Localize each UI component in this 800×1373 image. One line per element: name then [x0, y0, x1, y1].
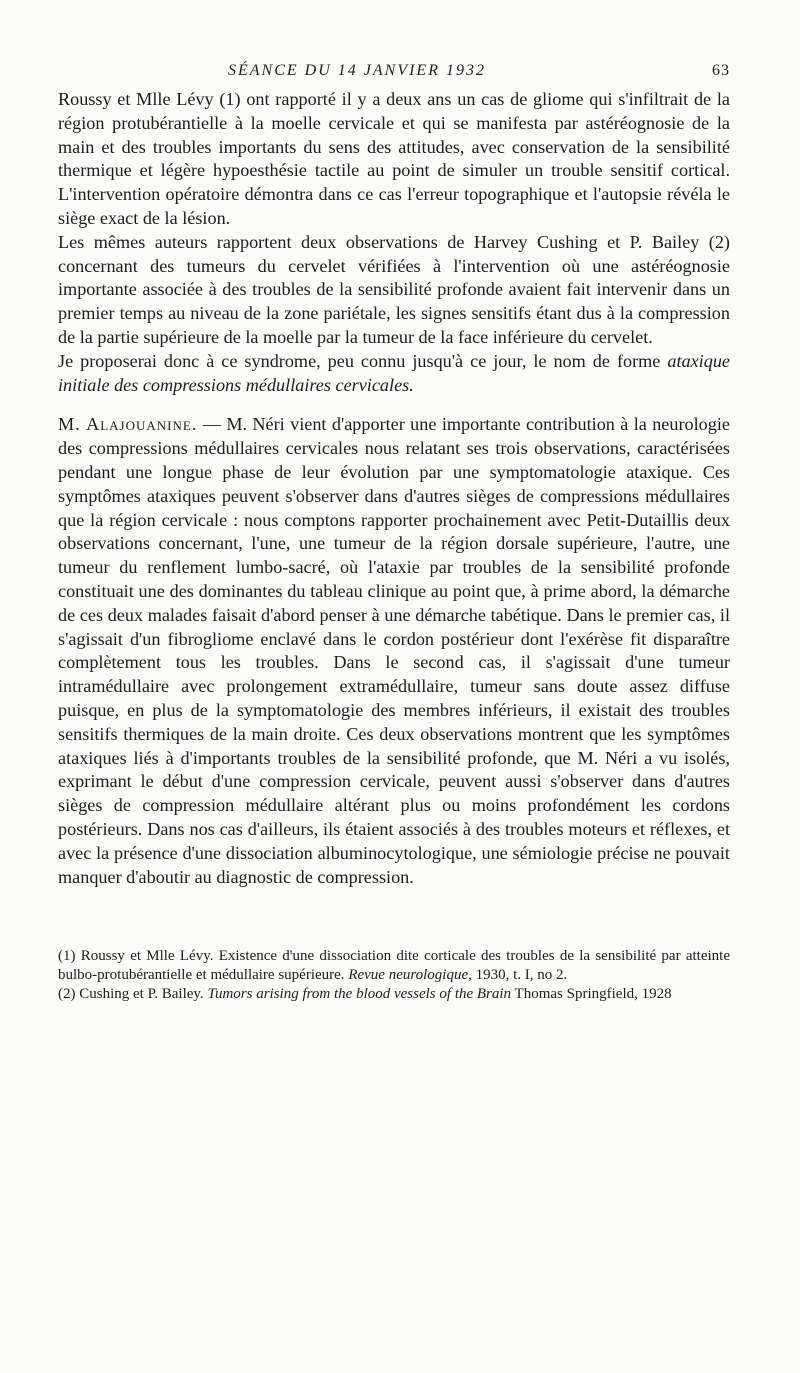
- body-text: [58, 88, 730, 889]
- footnote-2-text: (2) Cushing et P. Bailey.: [58, 986, 208, 1003]
- speaker-name: M. Alajouanine.: [58, 414, 198, 435]
- footnote-2: [58, 985, 730, 1004]
- alajouanine-text: — M. Néri vient d'apporter une importante contribution à la neurologie des compressions médullaires cervicales nous relatant ses trois observations, caractérisées pendant une longue phase de leur évolution par une symptomatologie ataxique. Ces symptômes ataxiques peuvent s'observer dans d'autres sièges de compressions médullaires que la région cervicale : nous comptons rapporter prochainement avec Petit-Dutaillis deux observations concernant, l'une, une tumeur de la région dorsale supérieure, l'autre, une tumeur du renflement lumbo-sacré, où l'ataxie par troubles de la sensibilité profonde constituait une des dominantes du tableau clinique au point que, à prime abord, la démarche de ces deux malades faisait d'abord penser à une démarche tabétique. Dans le premier cas, il s'agissait d'un fibrogliome enclavé dans le cordon postérieur dont l'exérèse fit disparaître complètement tous les troubles. Dans le second cas, il s'agissait d'une tumeur intramédullaire avec prolongement extramédullaire, tumeur sans doute assez diffuse puisque, en plus de la symptomatologie des membres inférieurs, il existait des troubles sensitifs thermiques de la main droite. Ces deux observations montrent que les symptômes ataxiques liés à d'importants troubles de la sensibilité profonde, que M. Néri a vu isolés, exprimant le début d'une compression cervicale, peuvent aussi s'observer dans d'autres sièges de compression médullaire altérant plus ou moins profondément les cordons postérieurs. Dans nos cas d'ailleurs, ils étaient associés à des troubles moteurs et réflexes, et avec la présence d'une dissociation albuminocytologique, une sémiologie précise ne pouvait manquer d'aboutir au diagnostic de compression.: [58, 414, 730, 887]
- paragraph-cushing-bailey: Les mêmes auteurs rapportent deux observations de Harvey Cushing et P. Bailey (2) concernant des tumeurs du cervelet vérifiées à l'intervention où une astéréognosie importante associée à des troubles de la sensibilité profonde avaient fait intervenir dans un premier temps au niveau de la zone pariétale, les signes sensitifs étant dus à la compression de la partie supérieure de la moelle par la tumeur de la face inférieure du cervelet.: [58, 231, 730, 347]
- proposal-text: Je proposerai donc à ce syndrome, peu connu jusqu'à ce jour, le nom de forme: [58, 350, 668, 371]
- footnotes: [58, 947, 730, 1004]
- footnote-1-text: (1) Roussy et Mlle Lévy. Existence d'une dissociation dite corticale des troubles de la sensibilité par atteinte bulbo-protubérantielle et médullaire supérieure.: [58, 948, 730, 984]
- running-title: SÉANCE DU 14 JANVIER 1932: [228, 62, 486, 79]
- footnote-2-title: Tumors arising from the blood vessels of the Brain: [207, 986, 512, 1003]
- footnote-1-journal: Revue neurologique: [348, 967, 469, 984]
- page-number: 63: [712, 62, 730, 79]
- proposal-term: ataxique initiale des compressions médullaires cervicales.: [58, 350, 730, 395]
- paragraph-alajouanine: [58, 413, 730, 889]
- footnote-1: [58, 947, 730, 985]
- footnote-2-ref: Thomas Springfield, 1928: [511, 986, 672, 1003]
- paragraph-proposal: [58, 350, 730, 398]
- paragraph-roussy-levy: Roussy et Mlle Lévy (1) ont rapporté il y a deux ans un cas de gliome qui s'infiltrait de la région protubérantielle à la moelle cervicale et qui se manifesta par astéréognosie de la main et des troubles importants du sens des attitudes, avec conservation de la sensibilité thermique et légère hypoesthésie tactile au point de simuler un trouble sensitif cortical. L'intervention opératoire démontra dans ce cas l'erreur topographique et l'autopsie révéla le siège exact de la lésion.: [58, 89, 730, 228]
- running-head: [58, 62, 730, 88]
- footnote-1-ref: , 1930, t. I, no 2.: [468, 967, 568, 984]
